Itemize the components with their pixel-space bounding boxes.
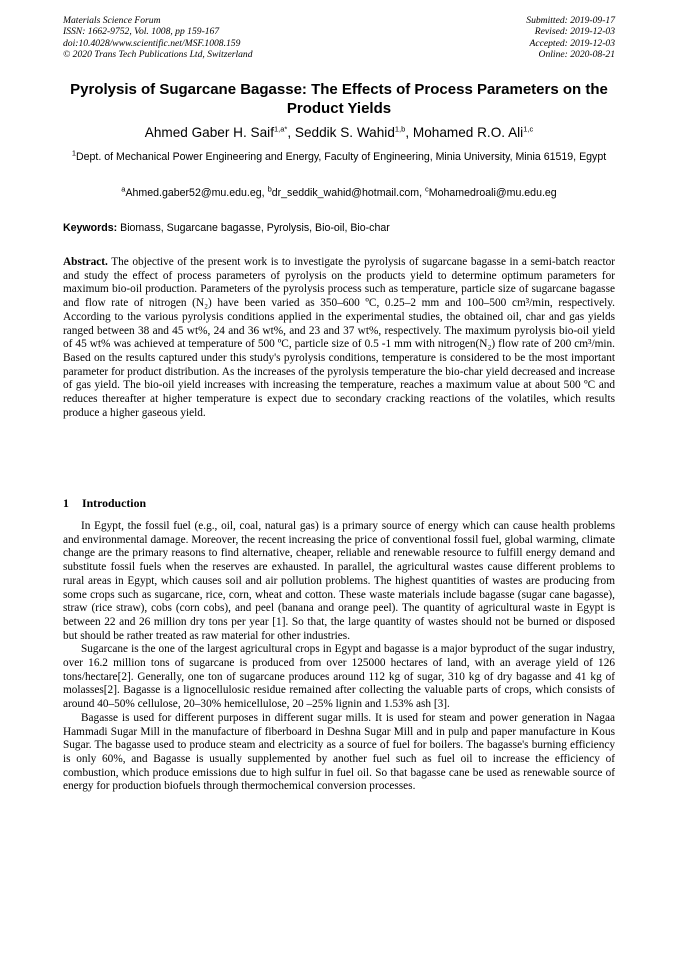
- copyright-line: © 2020 Trans Tech Publications Ltd, Switzerland: [63, 48, 253, 60]
- author-affiliation-mark: 1,a*: [273, 124, 288, 134]
- email-separator: ,: [419, 187, 425, 199]
- author-list: [40, 124, 638, 141]
- journal-header: [63, 15, 253, 60]
- paper-title: Pyrolysis of Sugarcane Bagasse: The Effects of Process Parameters on the Product Yields: [70, 81, 608, 117]
- author-name: Ahmed Gaber H. Saif: [144, 125, 274, 140]
- email-mark: a: [121, 184, 126, 194]
- doi-line: doi:10.4028/www.scientific.net/MSF.1008.159: [63, 37, 241, 49]
- section-title: Introduction: [82, 496, 147, 510]
- abstract-label: Abstract.: [63, 256, 108, 268]
- author-separator: ,: [287, 125, 295, 140]
- section-heading: [63, 496, 146, 510]
- email-mark: b: [267, 184, 272, 194]
- email-mark: c: [425, 184, 429, 194]
- paragraph: Sugarcane is the one of the largest agricultural crops in Egypt and bagasse is a major byproduct of the sugar industry, over 16.2 million tons of sugarcane is produced from over 125000 hectares of land, with an average yield of 126 tons/hectare[2]. Generally, one ton of sugarcane produces around 112 kg of sugar, 310 kg of dry bagasse and 41 kg of molasses[2]. Bagasse is a lignocellulosic residue remained after collecting the valuable parts of crops, which consists of around 40–50% cellulose, 20–30% hemicellulose, 20 –25% lignin and 1.53% ash [3].: [63, 643, 615, 711]
- author-name: Seddik S. Wahid: [294, 125, 395, 140]
- issn-line: ISSN: 1662-9752, Vol. 1008, pp 159-167: [63, 26, 220, 38]
- email-link[interactable]: dr_seddik_wahid@hotmail.com: [271, 187, 420, 199]
- email-separator: ,: [261, 187, 268, 199]
- author-separator: ,: [405, 125, 413, 140]
- affiliation-text: Dept. of Mechanical Power Engineering and Energy, Faculty of Engineering, Minia University, Minia 61519, Egypt: [76, 151, 607, 163]
- email-link[interactable]: Ahmed.gaber52@mu.edu.eg: [125, 187, 262, 199]
- author-affiliation-mark: 1,b: [394, 124, 406, 134]
- email-link[interactable]: Mohamedroali@mu.edu.eg: [428, 187, 557, 199]
- paragraph: Bagasse is used for different purposes in different sugar mills. It is used for steam and power generation in Nagaa Hammadi Sugar Mill in the manufacture of fiberboard in Deshna Sugar Mill and in pulp and paper manufacture in Kous Sugar. The bagasse used to produce steam and electricity as a source of fuel for boilers. The bagasse's burning efficiency is only 60%, and Bagasse is usually supplemented by another fuel such as fuel oil to increase the efficiency of combustion, which produce emissions due to high sulfur in fuel oil. So that bagasse cane be used as renewable source of energy for production biofuels through thermochemical conversion processes.: [63, 711, 615, 793]
- online-date: Online: 2020-08-21: [538, 48, 615, 60]
- keywords-label: Keywords:: [63, 222, 118, 234]
- revised-date: Revised: 2019-12-03: [534, 26, 615, 38]
- introduction-body: [63, 520, 615, 794]
- author-name: Mohamed R.O. Ali: [412, 125, 524, 140]
- paragraph: In Egypt, the fossil fuel (e.g., oil, coal, natural gas) is a primary source of energy which can cause health problems and environmental damage. Moreover, the recent increasing the price of conventional fossil fuel, global warming, climate change are the primary reasons to find alternative, cheaper, reliable and renewable resource to fulfill energy demand and substitute fossil fuels when the reserves are exhausted. In parallel, the agricultural wastes cause different problems to rural areas in Egypt, which causes soil and air pollution problems. The highest quantities of wastes are producing from some crops such as sugarcane, rice, corn, wheat and cotton. These waste materials include bagasse (sugar cane bagasse), straw (rice straw), cobs (corn cobs), and peel (banana and orange peel). The quantity of agricultural waste in Egypt is between 22 and 26 million dry tons per year [1]. So that, the large quantity of wastes should not be burned or disposed but should be rather treated as raw material for other industries.: [63, 520, 615, 642]
- abstract-text: The objective of the present work is to investigate the pyrolysis of sugarcane bagasse in a semi-batch reactor and study the effect of process parameters of pyrolysis on the products yield to determine optimum parameters for maximum bio-oil production. Parameters of the pyrolysis process such as temperature, particle size of sugarcane bagasse and flow rate of nitrogen (N₂) have been varied as 350–600 ºC, 0.25–2 mm and 100–500 cm³/min, respectively. According to the various pyrolysis conditions applied in the experimental studies, the obtained oil, char and gas yields ranged between 38 and 45 wt%, 24 and 36 wt%, and 23 and 37 wt%, respectively. The maximum pyrolysis bio-oil yield of 45 wt% was achieved at temperature of 500 ºC, particle size of 0.5 -1 mm with nitrogen(N₂) flow rate of 200 cm³/min. Based on the results captured under this study's pyrolysis conditions, temperature is considered to be the most important parameter for product distribution. As the increases of the pyrolysis temperature the bio-char yield decreased and increase of gas yield. The bio-oil yield increases with increasing the temperature, reaches a maximum value at about 500 ºC and reduces thereafter at higher temperature is expect due to secondary cracking reactions of the volatiles, which results produce a higher gaseous yield.: [63, 256, 615, 419]
- author-emails: [40, 186, 638, 200]
- dates-header: [526, 15, 615, 60]
- abstract: [63, 256, 615, 420]
- author-affiliation-mark: 1,c: [523, 124, 534, 134]
- keywords-text: Biomass, Sugarcane bagasse, Pyrolysis, Bio-oil, Bio-char: [120, 222, 390, 234]
- section-number: 1: [63, 496, 69, 510]
- affiliation: [70, 150, 608, 165]
- affiliation-mark: 1: [71, 148, 76, 158]
- keywords: [63, 221, 615, 235]
- accepted-date: Accepted: 2019-12-03: [529, 37, 615, 49]
- journal-name: Materials Science Forum: [63, 15, 161, 26]
- submitted-date: Submitted: 2019-09-17: [526, 15, 615, 26]
